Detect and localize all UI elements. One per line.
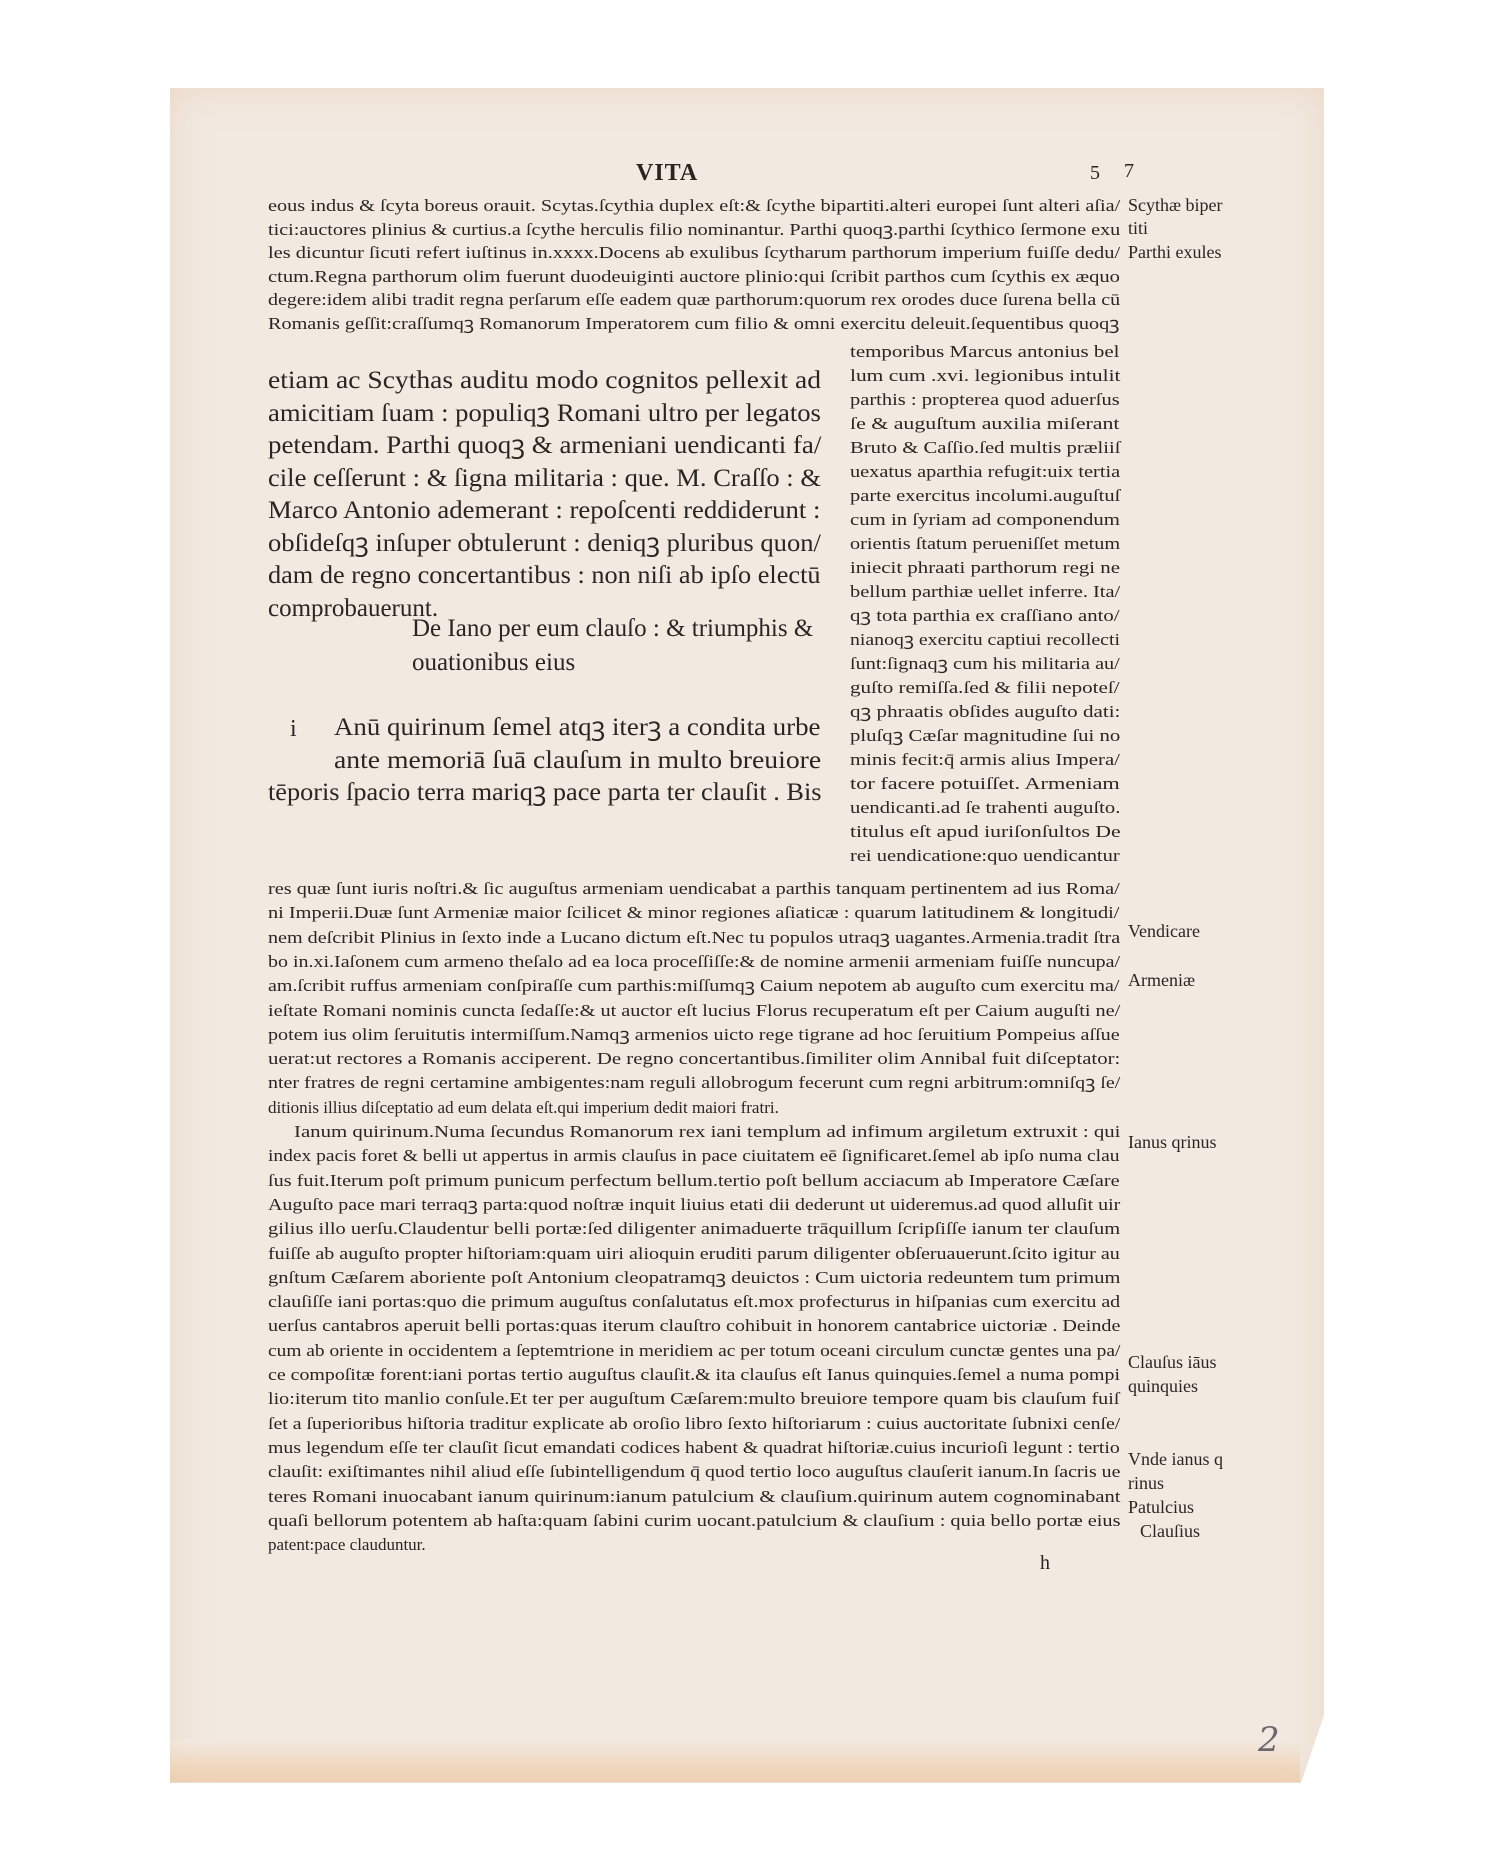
main-text-line: dam de regno concertantibus : non niſi ab ipſo electū <box>268 562 821 589</box>
running-title: VITA <box>636 160 699 186</box>
commentary-line: uexatus aparthia refugit:uix tertia <box>850 462 1121 481</box>
commentary-line: orientis ſtatum perueniſſet metum <box>850 534 1121 553</box>
commentary-line: les dicuntur ſicuti refert iuſtinus in.xxxx.Docens ab exulibus ſcytharum parthorum imperium fuiſſe dedu/ <box>268 243 1121 263</box>
main-text-line: petendam. Parthi quoqꝫ & armeniani uendicanti fa/ <box>268 432 822 459</box>
marginal-note: Clauſius <box>1140 1521 1201 1541</box>
initial-guide-letter: i <box>290 716 297 742</box>
marginal-note: Parthi exules <box>1128 242 1222 262</box>
quire-signature: h <box>1040 1552 1050 1574</box>
commentary-line: degere:idem alibi tradit regna perſarum eſſe eadem quæ parthorum:quorum rex orodes duce ſurena bella cū <box>268 290 1121 310</box>
commentary-line: Romanis geſſit:craſſumqꝫ Romanorum Imperatorem cum filio & omni exercitu deleuit.ſequentibus quoqꝫ <box>268 314 1120 333</box>
commentary-line: ſe & auguſtum auxilia miſerant <box>850 414 1120 433</box>
commentary-line: gilius illo uerſu.Claudentur belli portæ:ſed diligenter animaduerte trāquillum ſcripſiſſe ianum ter clauſum <box>268 1219 1121 1239</box>
commentary-line: ditionis illius diſceptatio ad eum delata eſt.qui imperium dedit maiori fratri. <box>268 1097 779 1117</box>
commentary-line: gnſtum Cæſarem aboriente poſt Antonium cleopatramqꝫ deuictos : Cum uictoria redeuntem tum primum <box>268 1267 1121 1287</box>
commentary-line: ctum.Regna parthorum olim fuerunt duodeuiginti auctore plinio:qui ſcribit parthos cum ſcythis ex æquo <box>268 266 1120 286</box>
commentary-line: eous indus & ſcyta boreus orauit. Scytas.ſcythia duplex eſt:& ſcythe bipartiti.alteri europei ſunt alteri aſia/ <box>268 196 1121 215</box>
commentary-line: nianoqꝫ exercitu captiui recollecti <box>850 630 1120 649</box>
main-text-line: Anū quirinum ſemel atqꝫ iterꝫ a condita urbe <box>334 714 821 741</box>
commentary-line: tor facere potuiſſet. Armeniam <box>850 774 1120 793</box>
commentary-line: cum in ſyriam ad componendum <box>850 510 1120 529</box>
folio-number: 7 <box>1124 160 1134 182</box>
commentary-line: uendicanti.ad ſe trahenti auguſto. <box>850 798 1121 817</box>
commentary-line: nter fratres de regni certamine ambigentes:nam reguli allobrogum fecerunt cum regni arbitrum:omniſqꝫ ſe/ <box>268 1073 1121 1093</box>
commentary-line: ſet a ſuperioribus hiſtoria traditur explicate ab oroſio libro ſexto hiſtoriarum : cuius auctoritate ſubnixi cenſe/ <box>268 1413 1121 1433</box>
marginal-note: Clauſus iāus <box>1128 1352 1217 1372</box>
commentary-line: uerſus cantabros aperuit belli portas:quas iterum clauſtro cohibuit in honorem cantabrice uictoriæ . Deinde <box>268 1316 1121 1336</box>
main-text-line: ante memoriā ſuā clauſum in multo breuiore <box>334 746 822 774</box>
commentary-line: teres Romani inuocabant ianum quirinum:ianum patulcium & clauſium.quirinum autem cognominabant <box>268 1486 1121 1506</box>
commentary-line: qꝫ phraatis obſides auguſto dati: <box>850 702 1121 721</box>
commentary-line: ſus fuit.Iterum poſt primum punicum perfectum bellum.tertio poſt bellum acciacum ab Imperatore Cæſare <box>268 1170 1120 1190</box>
commentary-line: Ianum quirinum.Numa ſecundus Romanorum rex iani templum ad infimum argiletum extruxit : qui <box>294 1122 1121 1141</box>
marginal-note: Patulcius <box>1128 1497 1194 1517</box>
section-heading-line: De Iano per eum clauſo : & triumphis & <box>412 615 814 642</box>
commentary-line: iniecit phraati parthorum regi ne <box>850 558 1120 577</box>
commentary-line: res quæ ſunt iuris noſtri.& ſic auguſtus armeniam uendicabat a parthis tanquam pertinentem ad ius Roma/ <box>268 879 1120 898</box>
marginal-note: Ianus qrinus <box>1128 1132 1217 1152</box>
commentary-line: rei uendicatione:quo uendicantur <box>850 846 1120 865</box>
commentary-line: qꝫ tota parthia ex craſſiano anto/ <box>850 606 1120 625</box>
commentary-line: am.ſcribit ruffus armeniam conſpiraſſe cum parthis:miſſumqꝫ Caium nepotem ab auguſto cum exercitu ma/ <box>268 976 1120 996</box>
main-text-line: obſideſqꝫ inſuper obtulerunt : deniqꝫ pluribus quon/ <box>268 529 821 557</box>
commentary-line: lio:iterum tito manlio conſule.Et ter per auguſtum Cæſarem:multo breuiore tempore quam bis clauſum fuiſ <box>268 1389 1120 1409</box>
commentary-line: ſunt:ſignaqꝫ cum his militaria au/ <box>850 654 1120 673</box>
main-text-line: tēporis ſpacio terra mariqꝫ pace parta ter clauſit . Bis <box>268 779 822 806</box>
main-text-line: amicitiam ſuam : populiqꝫ Romani ultro per legatos <box>268 399 821 427</box>
marginal-note: Vnde ianus q <box>1128 1449 1223 1469</box>
main-text-line: comprobauerunt. <box>268 594 439 622</box>
commentary-line: pluſqꝫ Cæſar magnitudine ſui no <box>850 726 1121 745</box>
marginal-note: titi <box>1128 218 1149 238</box>
commentary-line: quaſi bellorum potentem ab haſta:quam ſabini curim uocant.patulcium & clauſium : quia bello portæ eius <box>268 1510 1121 1530</box>
commentary-line: index pacis foret & belli ut appertus in armis clauſus in pace ciuitatem eē ſignificaret.ſemel ab ipſo numa clau <box>268 1146 1120 1166</box>
commentary-line: tici:auctores plinius & curtius.a ſcythe herculis filio nominantur. Parthi quoqꝫ.parthi ſcythico ſermone exu <box>268 219 1121 239</box>
main-text-line: etiam ac Scythas auditu modo cognitos pellexit ad <box>268 367 821 394</box>
commentary-line: parthis : propterea quod aduerſus <box>850 390 1120 409</box>
main-text-line: Marco Antonio ademerant : repoſcenti reddiderunt : <box>268 497 821 524</box>
commentary-line: lum cum .xvi. legionibus intulit <box>850 366 1121 385</box>
handwritten-page-number: 2 <box>1258 1720 1280 1760</box>
commentary-line: clauſiſſe iani portas:quo die primum auguſtus conſalutatus eſt.mox profecturus in hiſpanias cum exercitu ad <box>268 1292 1121 1312</box>
commentary-line: nem deſcribit Plinius in ſexto inde a Lucano dictum eſt.Nec tu populos utraqꝫ uagantes.Armenia.tradit ſtra <box>268 927 1121 947</box>
commentary-line: parte exercitus incolumi.auguſtuſ <box>850 486 1121 505</box>
commentary-line: guſto remiſſa.ſed & filii nepoteſ/ <box>850 678 1120 697</box>
commentary-line: ni Imperii.Duæ ſunt Armeniæ maior ſcilicet & minor regiones aſiaticæ : quarum latitudinem & longitudi/ <box>268 903 1120 923</box>
commentary-line: uerat:ut rectores a Romanis acciperent. De regno concertantibus.ſimiliter olim Annibal fuit diſceptator: <box>268 1049 1121 1069</box>
marginal-note: Scythæ biper <box>1128 195 1223 215</box>
marginal-note: rinus <box>1128 1473 1164 1493</box>
commentary-line: mus legendum eſſe ter clauſit ſicut emandati codices habent & quadrat hiſtoriæ.cuius incurioſi legunt : tertio <box>268 1437 1120 1457</box>
marginal-note: quinquies <box>1128 1376 1198 1396</box>
main-text-line: cile ceſſerunt : & ſigna militaria : que. M. Craſſo : & <box>268 464 822 492</box>
commentary-line: potem ius olim ſeruitutis intermiſſum.Namqꝫ armenios uicto rege tigrane ad hoc ſeruitium Pompeius aſſue <box>268 1024 1120 1044</box>
commentary-line: bo in.xi.Iaſonem cum armeno theſalo ad ea loca proceſſiſſe:& de nomine armenii armeniam fuiſſe nuncupa/ <box>268 951 1121 971</box>
commentary-line: temporibus Marcus antonius bel <box>850 342 1120 361</box>
section-heading-line: ouationibus eius <box>412 649 576 676</box>
commentary-line: ce compoſitæ forent:iani portas tertio auguſtus clauſit.& ita clauſus eſt Ianus quinquies.ſemel a numa pompi <box>268 1365 1120 1384</box>
commentary-line: ieſtate Romani nominis cuncta ſedaſſe:& ut auctor eſt lucius Florus recuperatum eſt per Caium auguſti ne/ <box>268 1000 1121 1020</box>
commentary-line: bellum parthiæ uellet inferre. Ita/ <box>850 582 1121 601</box>
commentary-line: minis fecit:q̄ armis alius Impera/ <box>850 750 1120 769</box>
commentary-line: Bruto & Caſſio.ſed multis præliiſ <box>850 438 1121 457</box>
signature-mark: 5 <box>1090 162 1100 184</box>
page-stained-edge <box>170 1740 1300 1782</box>
marginal-note: Vendicare <box>1128 921 1200 941</box>
commentary-line: clauſit: exiſtimantes nihil aliud eſſe ſubintelligendum q̄ quod tertio loco auguſtus clauſerit ianum.In ſacris ue <box>268 1462 1121 1482</box>
commentary-line: titulus eſt apud iuriſonſultos De <box>850 822 1121 841</box>
marginal-note: Armeniæ <box>1128 970 1195 990</box>
commentary-line: fuiſſe ab auguſto propter hiſtoriam:quam uiri alioquin eruditi parum diligenter obſeruauerunt.ſcito igitur au <box>268 1243 1120 1263</box>
commentary-line: cum ab oriente in occidentem a ſeptemtrione in meridiem ac per totum oceani circulum cunctæ gentes una pa/ <box>268 1340 1121 1360</box>
commentary-line: Auguſto pace mari terraqꝫ parta:quod noſtræ inquit liuius etati dii dederunt ut uideremus.ad quod alluſit uir <box>268 1194 1121 1214</box>
commentary-line: patent:pace clauduntur. <box>268 1535 426 1555</box>
